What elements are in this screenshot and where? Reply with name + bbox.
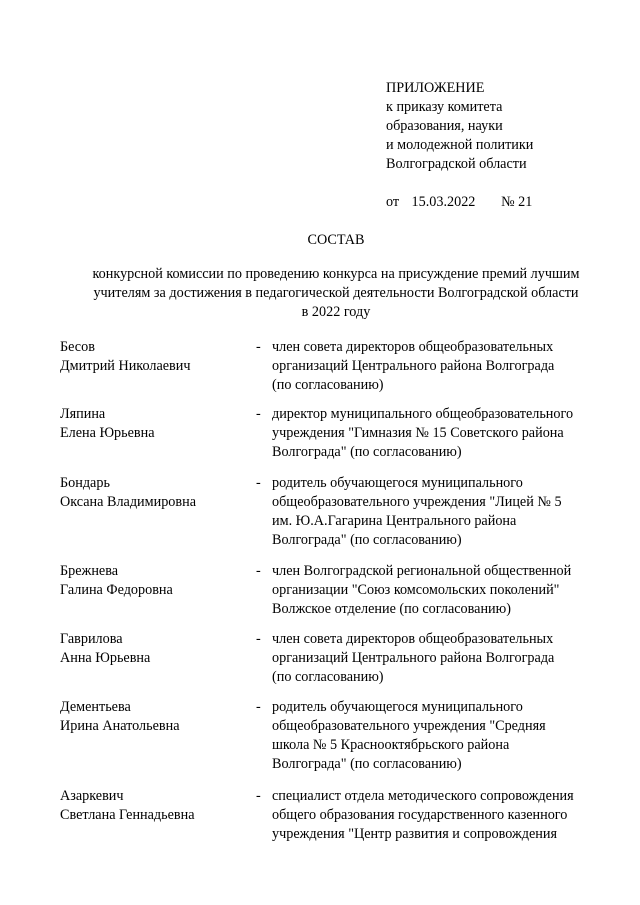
role-line: (по согласованию) bbox=[272, 377, 384, 393]
member-surname: Азаркевич bbox=[60, 788, 124, 804]
member-dash: - bbox=[256, 631, 261, 647]
role-line: Волжское отделение (по согласованию) bbox=[272, 601, 511, 617]
role-line: Волгограда" (по согласованию) bbox=[272, 756, 462, 772]
appendix-heading: ПРИЛОЖЕНИЕ bbox=[386, 80, 485, 96]
appendix-line: Волгоградской области bbox=[386, 156, 527, 172]
role-line: член совета директоров общеобразовательных bbox=[272, 631, 554, 647]
member-dash: - bbox=[256, 563, 261, 579]
member-surname: Гаврилова bbox=[60, 631, 123, 647]
member-role bbox=[272, 405, 617, 462]
member-name bbox=[60, 562, 250, 600]
role-line: родитель обучающегося муниципального bbox=[272, 475, 523, 491]
member-role bbox=[272, 630, 617, 687]
subtitle-line: конкурсной комиссии по проведению конкурса на присуждение премий лучшим bbox=[92, 266, 580, 282]
member-role bbox=[272, 338, 617, 395]
member-given-name: Ирина Анатольевна bbox=[60, 718, 180, 734]
role-line: член совета директоров общеобразовательных bbox=[272, 339, 554, 355]
member-given-name: Светлана Геннадьевна bbox=[60, 807, 195, 823]
appendix-line: и молодежной политики bbox=[386, 137, 534, 153]
role-line: Волгограда" (по согласованию) bbox=[272, 444, 462, 460]
document-title: СОСТАВ bbox=[307, 232, 365, 248]
member-surname: Бесов bbox=[60, 339, 95, 355]
member-role bbox=[272, 698, 617, 774]
role-line: общеобразовательного учреждения "Средняя bbox=[272, 718, 546, 734]
member-dash: - bbox=[256, 788, 261, 804]
member-given-name: Елена Юрьевна bbox=[60, 425, 155, 441]
appendix-line: к приказу комитета bbox=[386, 99, 503, 115]
member-name bbox=[60, 698, 250, 736]
member-dash: - bbox=[256, 406, 261, 422]
member-surname: Дементьева bbox=[60, 699, 131, 715]
member-dash: - bbox=[256, 699, 261, 715]
order-number: № 21 bbox=[501, 194, 533, 210]
subtitle-line: в 2022 году bbox=[301, 304, 371, 320]
member-given-name: Дмитрий Николаевич bbox=[60, 358, 191, 374]
role-line: организации "Союз комсомольских поколений" bbox=[272, 582, 560, 598]
role-line: общего образования государственного казенного bbox=[272, 807, 568, 823]
member-name bbox=[60, 630, 250, 668]
member-role bbox=[272, 787, 617, 844]
appendix-line: образования, науки bbox=[386, 118, 503, 134]
role-line: учреждения "Центр развития и сопровождения bbox=[272, 826, 557, 842]
role-line: им. Ю.А.Гагарина Центрального района bbox=[272, 513, 517, 529]
member-surname: Брежнева bbox=[60, 563, 119, 579]
member-name bbox=[60, 787, 250, 825]
member-dash: - bbox=[256, 339, 261, 355]
member-surname: Ляпина bbox=[60, 406, 106, 422]
role-line: родитель обучающегося муниципального bbox=[272, 699, 523, 715]
member-dash: - bbox=[256, 475, 261, 491]
member-given-name: Оксана Владимировна bbox=[60, 494, 196, 510]
role-line: директор муниципального общеобразовательного bbox=[272, 406, 574, 422]
member-name bbox=[60, 338, 250, 376]
member-name bbox=[60, 405, 250, 443]
role-line: член Волгоградской региональной общественной bbox=[272, 563, 572, 579]
role-line: организаций Центрального района Волгограда bbox=[272, 650, 555, 666]
member-surname: Бондарь bbox=[60, 475, 110, 491]
role-line: школа № 5 Краснооктябрьского района bbox=[272, 737, 510, 753]
document-subtitle bbox=[60, 265, 612, 322]
role-line: учреждения "Гимназия № 15 Советского района bbox=[272, 425, 564, 441]
member-given-name: Галина Федоровна bbox=[60, 582, 173, 598]
order-date-line bbox=[386, 193, 626, 212]
role-line: (по согласованию) bbox=[272, 669, 384, 685]
role-line: Волгограда" (по согласованию) bbox=[272, 532, 462, 548]
role-line: специалист отдела методического сопровождения bbox=[272, 788, 574, 804]
member-role bbox=[272, 562, 617, 619]
subtitle-line: учителям за достижения в педагогической деятельности Волгоградской области bbox=[93, 285, 579, 301]
order-date: 15.03.2022 bbox=[411, 194, 476, 210]
member-name bbox=[60, 474, 250, 512]
role-line: организаций Центрального района Волгограда bbox=[272, 358, 555, 374]
member-role bbox=[272, 474, 617, 550]
appendix-block bbox=[386, 79, 626, 212]
date-prefix: от bbox=[386, 194, 400, 210]
member-given-name: Анна Юрьевна bbox=[60, 650, 151, 666]
role-line: общеобразовательного учреждения "Лицей № 5 bbox=[272, 494, 562, 510]
